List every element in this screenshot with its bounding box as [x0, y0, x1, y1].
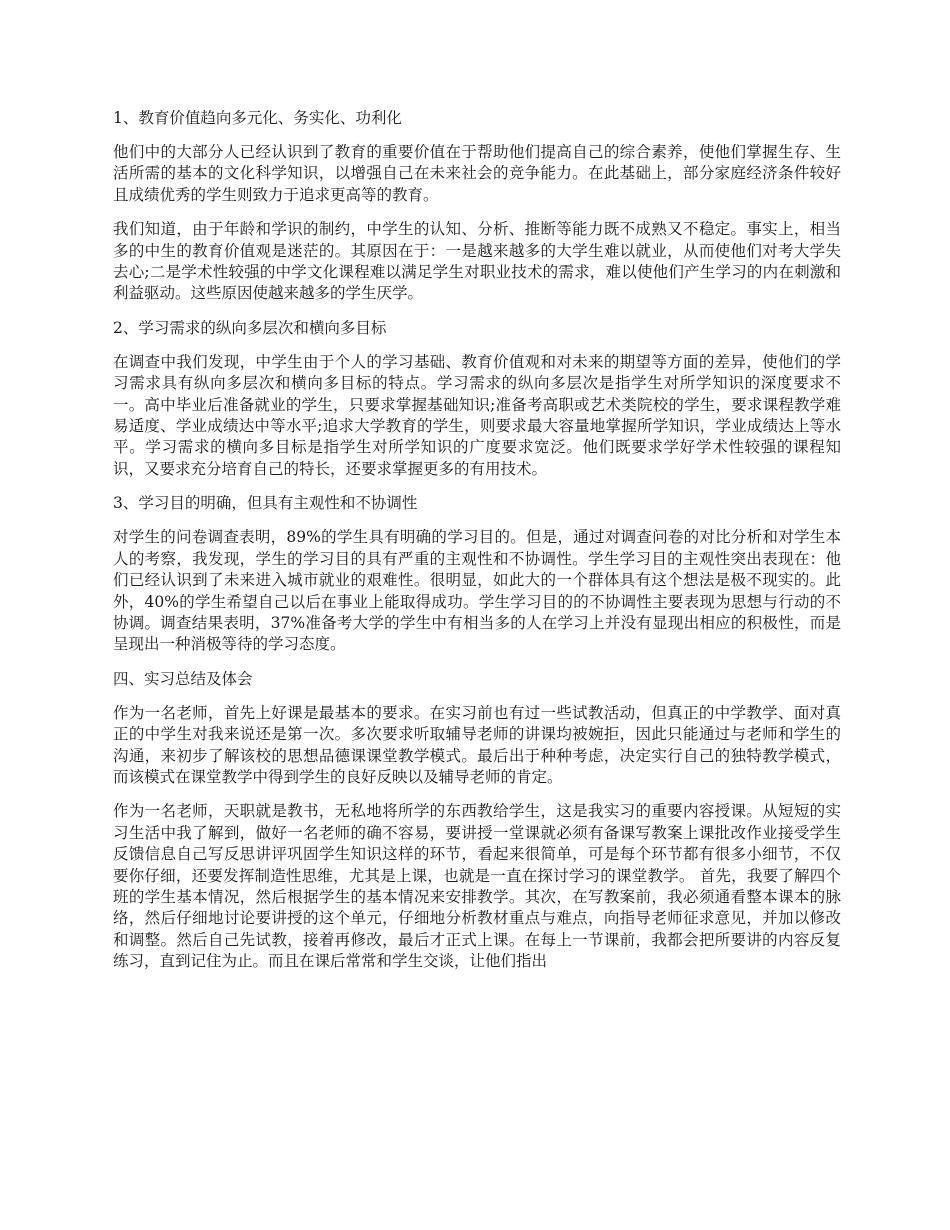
document-page [113, 108, 841, 986]
paragraph-4: 对学生的问卷调查表明，89%的学生具有明确的学习目的。但是，通过对调查问卷的对比分析和对学生本人的考察，我发现，学生的学习目的具有严重的主观性和不协调性。学生学习目的主观性突出表现在：他们已经认识到了未来进入城市就业的艰难性。很明显，如此大的一个群体具有这个想法是极不现实的。此外，40%的学生希望自己以后在事业上能取得成功。学生学习目的的不协调性主要表现为思想与行动的不协调。调查结果表明，37%准备考大学的学生中有相当多的人在学习上并没有显现出相应的积极性，而是呈现出一种消极等待的学习态度。 [113, 528, 841, 654]
section-heading-3: 3、学习目的明确，但具有主观性和不协调性 [113, 494, 418, 513]
paragraph-5: 作为一名老师，首先上好课是最基本的要求。在实习前也有过一些试教活动，但真正的中学教学、面对真正的中学生对我来说还是第一次。多次要求听取辅导老师的讲课均被婉拒，因此只能通过与老师和学生的沟通，来初步了解该校的思想品德课课堂教学模式。最后出于种种考虑，决定实行自己的独特教学模式， 而该模式在课堂教学中得到学生的良好反映以及辅导老师的肯定。 [113, 703, 841, 786]
paragraph-6: 作为一名老师，天职就是教书，无私地将所学的东西教给学生，这是我实习的重要内容授课。从短短的实习生活中我了解到，做好一名老师的确不容易，要讲授一堂课就必须有备课写教案上课批改作业接受学生反馈信息自己写反思讲评巩固学生知识这样的环节，看起来很简单，可是每个环节都有很多小细节，不仅要你仔细，还要发挥制造性思维，尤其是上课，也就是一直在探讨学习的课堂教学。 首先，我要了解四个班的学生基本情况，然后根据学生的基本情况来安排教学。其次，在写教案前，我必须通看整本课本的脉络，然后仔细地讨论要讲授的这个单元，仔细地分析教材重点与难点，向指导老师征求意见，并加以修改和调整。然后自己先试教，接着再修改，最后才正式上课。在每上一节课前，我都会把所要讲的内容反复练习，直到记住为止。而且在课后常常和学生交谈，让他们指出 [113, 802, 841, 971]
paragraph-2: 我们知道，由于年龄和学识的制约，中学生的认知、分析、推断等能力既不成熟又不稳定。事实上，相当多的中生的教育价值观是迷茫的。其原因在于：一是越来越多的大学生难以就业，从而使他们对考大学失去心;二是学术性较强的中学文化课程难以满足学生对职业技术的需求，难以使他们产生学习的内在刺激和利益驱动。这些原因使越来越多的学生厌学。 [113, 220, 841, 303]
section-heading-1: 1、教育价值趋向多元化、务实化、功利化 [113, 109, 402, 127]
paragraph-1: 他们中的大部分人已经认识到了教育的重要价值在于帮助他们提高自己的综合素养，使他们掌握生存、生活所需的基本的文化科学知识，以增强自己在未来社会的竞争能力。在此基础上，部分家庭经济条件较好且成绩优秀的学生则致力于追求更高等的教育。 [113, 143, 841, 204]
section-heading-2: 2、学习需求的纵向多层次和横向多目标 [113, 318, 387, 337]
section-heading-4: 四、实习总结及体会 [113, 669, 253, 688]
paragraph-3: 在调查中我们发现，中学生由于个人的学习基础、教育价值观和对未来的期望等方面的差异，使他们的学习需求具有纵向多层次和横向多目标的特点。学习需求的纵向多层次是指学生对所学知识的深度要求不一。高中毕业后准备就业的学生，只要求掌握基础知识;准备考高职或艺术类院校的学生，要求课程教学难易适度、学业成绩达中等水平;追求大学教育的学生，则要求最大容量地掌握所学知识，学业成绩达上等水平。学习需求的横向多目标是指学生对所学知识的广度要求宽泛。他们既要求学好学术性较强的课程知识，又要求充分培育自己的特长，还要求掌握更多的有用技术。 [113, 352, 841, 478]
